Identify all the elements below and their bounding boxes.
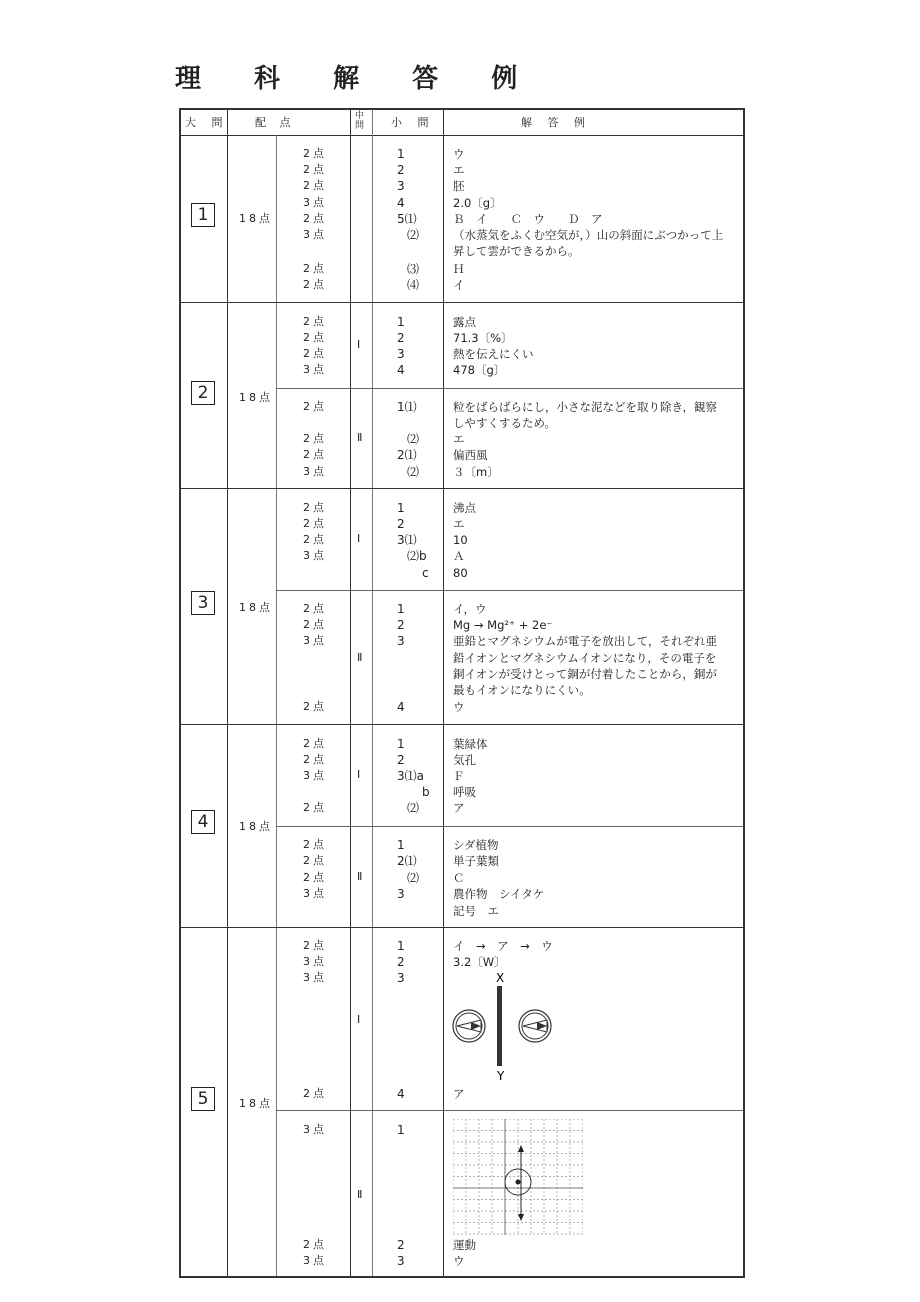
points: 2点	[303, 871, 327, 884]
col-divider	[350, 110, 351, 1276]
answer: 71.3〔%〕	[453, 331, 513, 345]
total-points: 18点	[239, 601, 273, 614]
points: 3点	[303, 971, 327, 984]
answer: エ	[453, 432, 465, 446]
points: 2点	[303, 432, 327, 445]
sub-question: 1	[397, 147, 405, 161]
points: 2点	[303, 278, 327, 291]
answer: 熱を伝えにくい	[453, 347, 534, 361]
col-divider	[227, 110, 228, 1276]
answer: 粒をばらばらにし，小さな泥などを取り除き，観察	[453, 400, 718, 414]
points: 2点	[303, 315, 327, 328]
points: 2点	[303, 331, 327, 344]
points: 2点	[303, 854, 327, 867]
sub-question: ⑵	[407, 432, 420, 446]
question-number-2: 2	[191, 381, 215, 405]
answer: ウ	[453, 700, 465, 714]
answer: 鉛イオンとマグネシウムイオンになり，その電子を	[453, 651, 717, 665]
answer: Mg → Mg²⁺ + 2e⁻	[453, 618, 553, 632]
sub-question: 4	[397, 1087, 405, 1101]
row-divider	[181, 724, 743, 725]
sub-question: 2	[397, 517, 405, 531]
answer: 農作物 シイタケ	[453, 887, 545, 901]
points: 2点	[303, 753, 327, 766]
sub-question: ⑵	[407, 465, 420, 479]
answer: 葉緑体	[453, 737, 488, 751]
center-dot	[516, 1180, 521, 1185]
points: 2点	[303, 602, 327, 615]
points: 2点	[303, 179, 327, 192]
header-haiten: 配 点	[255, 116, 296, 129]
answer: 呼吸	[453, 785, 476, 799]
total-points: 18点	[239, 391, 273, 404]
sub-question: 2	[397, 618, 405, 632]
answer: 単子葉類	[453, 854, 499, 868]
part-divider	[276, 590, 743, 591]
page-title: 理 科 解 答 例	[175, 64, 540, 94]
col-divider	[276, 135, 277, 1276]
answer: ア	[453, 801, 465, 815]
points: 3点	[303, 769, 327, 782]
points: 2点	[303, 737, 327, 750]
sub-question: 3	[397, 179, 405, 193]
points: 2点	[303, 448, 327, 461]
points: 2点	[303, 147, 327, 160]
points: 2点	[303, 1087, 327, 1100]
sub-question: 2⑴	[397, 854, 417, 868]
part-label: Ⅰ	[357, 768, 361, 781]
sub-question: 1	[397, 939, 405, 953]
row-divider	[181, 927, 743, 928]
sub-question: ⑵	[407, 228, 420, 242]
arrow-down-icon	[518, 1214, 524, 1221]
points: 2点	[303, 618, 327, 631]
answer: 偏西風	[453, 448, 488, 462]
points: 2点	[303, 517, 327, 530]
sub-question: 4	[397, 363, 405, 377]
sub-question: ⑵b	[407, 549, 427, 563]
answer: ウ	[453, 1254, 465, 1268]
sub-question: 2	[397, 955, 405, 969]
answer: ウ	[453, 147, 465, 161]
answer: 運動	[453, 1238, 476, 1252]
sub-question: c	[422, 566, 429, 580]
points: 2点	[303, 939, 327, 952]
row-divider	[181, 302, 743, 303]
points: 2点	[303, 347, 327, 360]
points: 3点	[303, 363, 327, 376]
sub-question: 4	[397, 196, 405, 210]
answer: しやすくするため。	[453, 416, 557, 430]
grid-figure	[453, 1119, 583, 1235]
sub-question: ⑶	[407, 262, 420, 276]
sub-question: 3	[397, 971, 405, 985]
label-y: Y	[497, 1069, 505, 1083]
answer: 478〔g〕	[453, 363, 506, 377]
answer: エ	[453, 517, 465, 531]
points: 2点	[303, 533, 327, 546]
label-x: X	[496, 971, 505, 985]
answer: 銅イオンが受けとって銅が付着したことから，銅が	[453, 667, 717, 681]
answer: Ｂ イ Ｃ ウ Ｄ ア	[453, 212, 603, 226]
points: 3点	[303, 196, 327, 209]
answer: 気孔	[453, 753, 476, 767]
points: 2点	[303, 1238, 327, 1251]
points: 3点	[303, 1123, 327, 1136]
answer: ア	[453, 1087, 465, 1101]
sub-question: 2⑴	[397, 448, 417, 462]
answer-table	[179, 108, 745, 1278]
sub-question: 1	[397, 1123, 405, 1137]
compass-left-icon	[453, 1010, 485, 1042]
points: 2点	[303, 801, 327, 814]
answer: （水蒸気をふくむ空気が，）山の斜面にぶつかって上	[453, 228, 724, 242]
part-divider	[276, 1110, 743, 1111]
header-chu: 中問	[355, 111, 365, 131]
part-label: Ⅱ	[357, 431, 363, 444]
answer: Ａ	[453, 549, 465, 563]
row-divider	[181, 488, 743, 489]
answer: 10	[453, 533, 468, 547]
sub-question: 3	[397, 634, 405, 648]
points: 3点	[303, 955, 327, 968]
sub-question: ⑵	[407, 801, 420, 815]
answer: イ	[453, 278, 465, 292]
part-label: Ⅰ	[357, 338, 361, 351]
question-number-3: 3	[191, 591, 215, 615]
answer: シダ植物	[453, 838, 499, 852]
sub-question: 3⑴	[397, 533, 417, 547]
sub-question: 1⑴	[397, 400, 417, 414]
total-points: 18点	[239, 820, 273, 833]
points: 3点	[303, 634, 327, 647]
answer: Ｃ	[453, 871, 465, 885]
sub-question: 2	[397, 1238, 405, 1252]
points: 2点	[303, 501, 327, 514]
part-divider	[276, 826, 743, 827]
part-label: Ⅱ	[357, 651, 363, 664]
answer: 3.2〔W〕	[453, 955, 506, 969]
answer: イ，ウ	[453, 602, 487, 616]
conductor-wire	[497, 986, 502, 1066]
points: 3点	[303, 549, 327, 562]
sub-question: 3⑴a	[397, 769, 424, 783]
answer: 亜鉛とマグネシウムが電子を放出して，それぞれ亜	[453, 634, 718, 648]
sub-question: 1	[397, 602, 405, 616]
question-number-5: 5	[191, 1087, 215, 1111]
total-points: 18点	[239, 212, 273, 225]
part-divider	[276, 388, 743, 389]
header-dai: 大 問	[185, 116, 229, 129]
part-label: Ⅱ	[357, 870, 363, 883]
answer: 昇して雲ができるから。	[453, 244, 580, 258]
points: 2点	[303, 212, 327, 225]
sub-question: 3	[397, 887, 405, 901]
part-label: Ⅱ	[357, 1188, 363, 1201]
answer: 沸点	[453, 501, 476, 515]
answer: イ → ア → ウ	[453, 939, 553, 953]
sub-question: 4	[397, 700, 405, 714]
answer: 記号 エ	[453, 904, 499, 918]
sub-question: 1	[397, 501, 405, 515]
sub-question: ⑷	[407, 278, 420, 292]
col-divider	[372, 110, 373, 1276]
points: 2点	[303, 262, 327, 275]
total-points: 18点	[239, 1097, 273, 1110]
sub-question: 3	[397, 347, 405, 361]
points: 2点	[303, 163, 327, 176]
sub-question: 3	[397, 1254, 405, 1268]
sub-question: 1	[397, 737, 405, 751]
compass-figure	[449, 970, 559, 1086]
col-divider	[443, 110, 444, 1276]
answer: Ｈ	[453, 262, 465, 276]
answer: 2.0〔g〕	[453, 196, 502, 210]
points: 3点	[303, 465, 327, 478]
points: 2点	[303, 700, 327, 713]
header-kaito: 解 答 例	[521, 116, 591, 129]
sub-question: 2	[397, 331, 405, 345]
answer: 露点	[453, 315, 476, 329]
sub-question: b	[422, 785, 430, 799]
part-label: Ⅰ	[357, 1013, 361, 1026]
answer: エ	[453, 163, 465, 177]
sub-question: 1	[397, 838, 405, 852]
header-divider	[181, 135, 743, 136]
points: 3点	[303, 887, 327, 900]
points: 2点	[303, 838, 327, 851]
header-sho: 小 問	[391, 116, 435, 129]
sub-question: ⑵	[407, 871, 420, 885]
compass-right-icon	[519, 1010, 551, 1042]
answer: ３〔m〕	[453, 465, 499, 479]
answer: Ｆ	[453, 769, 465, 783]
sub-question: 5⑴	[397, 212, 417, 226]
arrow-up-icon	[518, 1145, 524, 1152]
points: 2点	[303, 400, 327, 413]
sub-question: 2	[397, 163, 405, 177]
sub-question: 1	[397, 315, 405, 329]
part-label: Ⅰ	[357, 532, 361, 545]
answer: 最もイオンになりにくい。	[453, 683, 591, 697]
question-number-1: 1	[191, 203, 215, 227]
points: 3点	[303, 1254, 327, 1267]
sub-question: 2	[397, 753, 405, 767]
points: 3点	[303, 228, 327, 241]
answer: 80	[453, 566, 468, 580]
question-number-4: 4	[191, 810, 215, 834]
answer: 胚	[453, 179, 465, 193]
